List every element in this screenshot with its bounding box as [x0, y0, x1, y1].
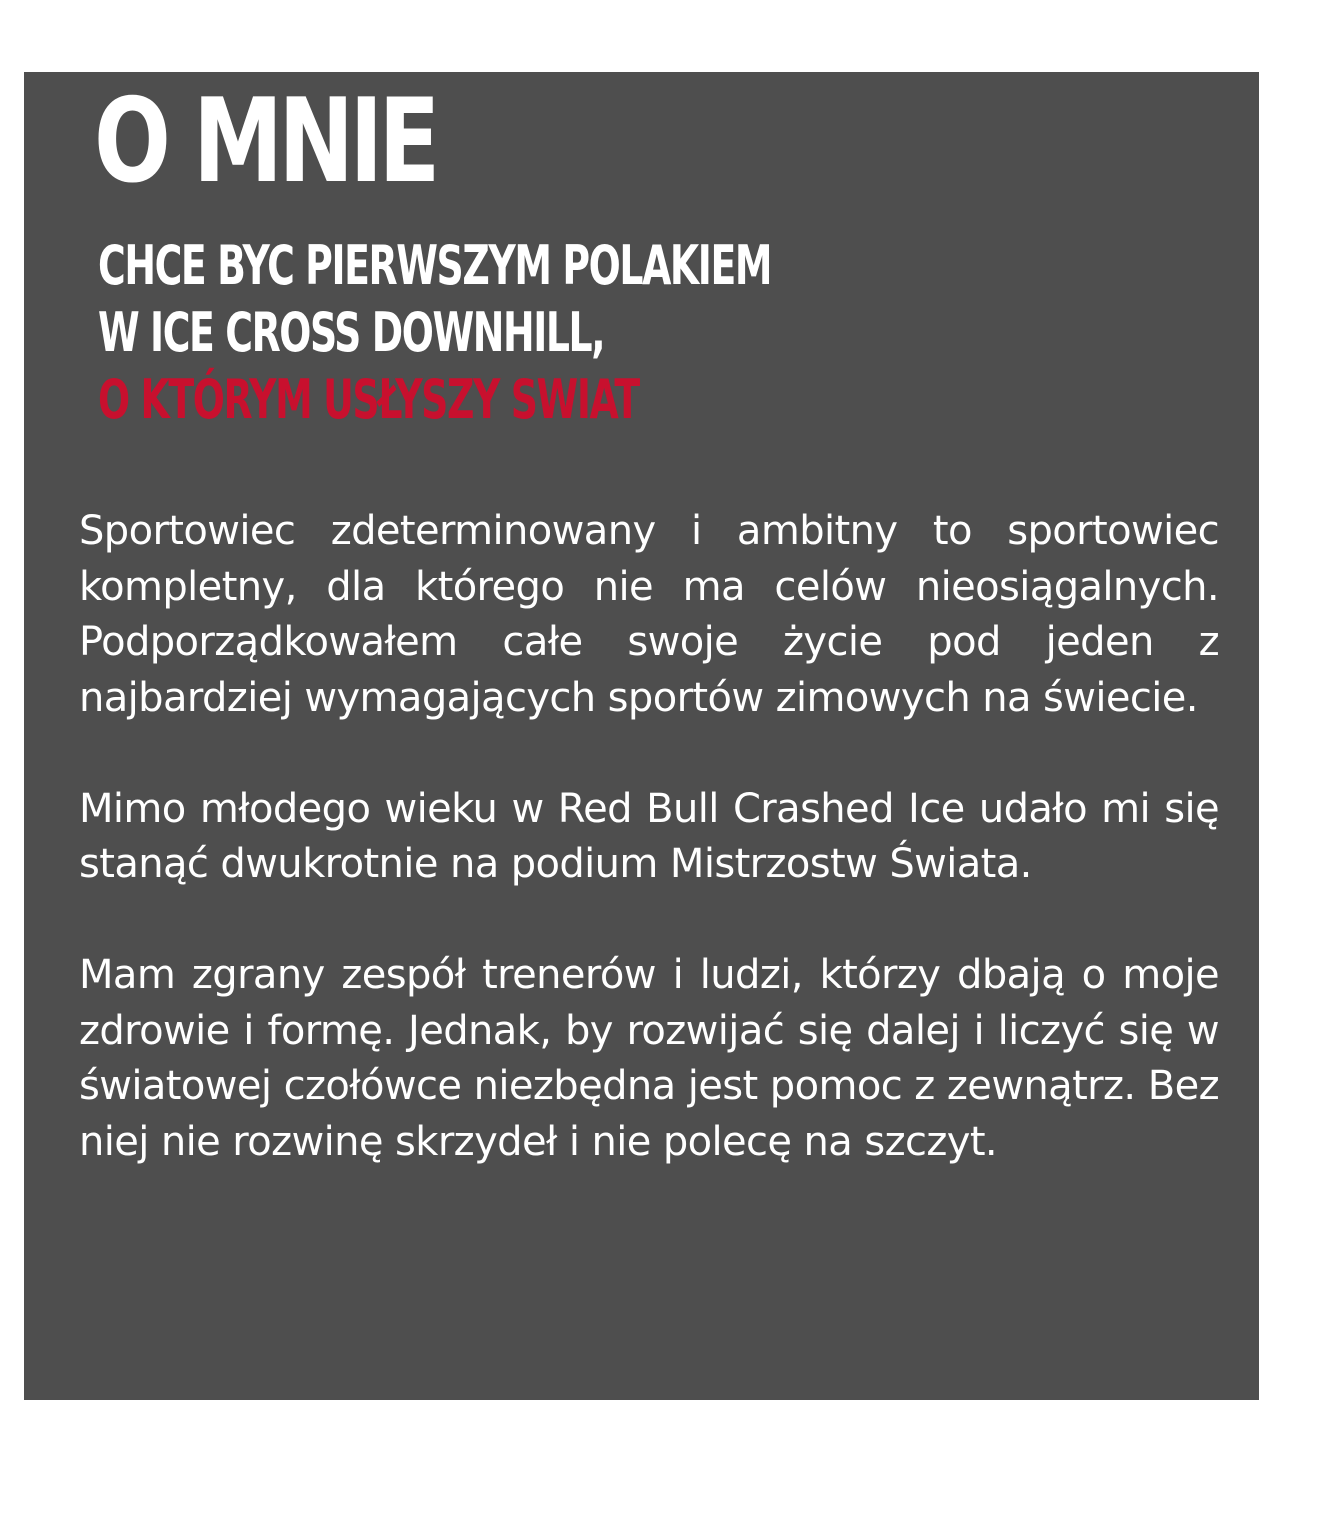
subtitle-line-1: CHCE BYC PIERWSZYM POLAKIEM [98, 234, 772, 297]
about-panel [24, 72, 1259, 1400]
subtitle-line-2: W ICE CROSS DOWNHILL, [98, 301, 605, 364]
about-text [79, 504, 1219, 1170]
subtitle-line-accent: O KTÓRYM USŁYSZY SWIAT [98, 368, 639, 431]
paragraph-achievements: Mimo młodego wieku w Red Bull Crashed Ice udało mi się stanąć dwukrotnie na podium Mistrzostw Świata. [79, 785, 1219, 887]
paragraph-intro: Sportowiec zdeterminowany i ambitny to sportowiec kompletny, dla którego nie ma celów nieosiągalnych. Podporządkowałem całe swoje życie pod jeden z najbardziej wymagających sportów zimowych na świecie. [79, 508, 1219, 721]
paragraph-support: Mam zgrany zespół trenerów i ludzi, którzy dbają o moje zdrowie i formę. Jednak, by rozwijać się dalej i liczyć się w światowej czołówce niezbędna jest pomoc z zewnątrz. Bez niej nie rozwinę skrzydeł i nie polecę na szczyt. [79, 952, 1219, 1165]
page-title: O MNIE [94, 74, 436, 209]
subtitle [98, 232, 771, 433]
